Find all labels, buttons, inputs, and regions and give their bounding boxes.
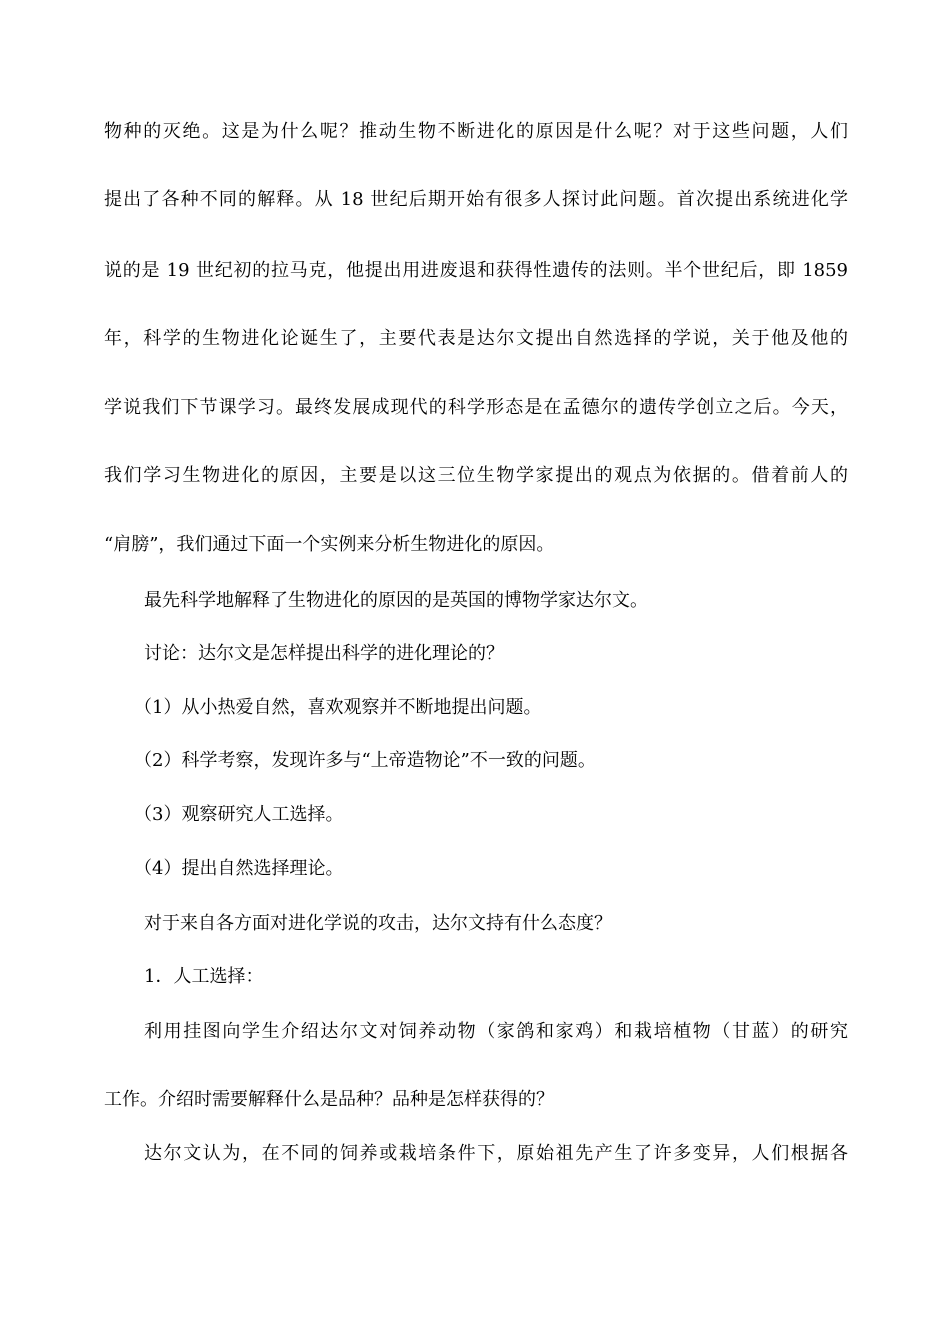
intro-line-4: 年，科学的生物进化论诞生了，主要代表是达尔文提出自然选择的学说，关于他及他的 xyxy=(104,328,848,349)
intro-line-6: 我们学习生物进化的原因，主要是以这三位生物学家提出的观点为依据的。借着前人的 xyxy=(104,465,848,486)
step-3: （3）观察研究人工选择。 xyxy=(134,804,344,825)
section-heading: 1．人工选择： xyxy=(144,966,264,987)
variation-line-1: 达尔文认为，在不同的饲养或栽培条件下，原始祖先产生了许多变异，人们根据各 xyxy=(144,1143,848,1164)
discussion-question: 讨论：达尔文是怎样提出科学的进化理论的？ xyxy=(144,643,504,664)
darwin-statement: 最先科学地解释了生物进化的原因的是英国的博物学家达尔文。 xyxy=(144,590,648,611)
intro-line-1: 物种的灭绝。这是为什么呢？推动生物不断进化的原因是什么呢？对于这些问题，人们 xyxy=(104,121,848,142)
intro-line-3: 说的是 19 世纪初的拉马克，他提出用进废退和获得性遗传的法则。半个世纪后，即 1859 xyxy=(104,260,848,281)
step-4: （4）提出自然选择理论。 xyxy=(134,858,344,879)
step-2: （2）科学考察，发现许多与“上帝造物论”不一致的问题。 xyxy=(134,750,596,771)
attitude-question: 对于来自各方面对进化学说的攻击，达尔文持有什么态度？ xyxy=(144,913,612,934)
charts-line-2: 工作。介绍时需要解释什么是品种？品种是怎样获得的？ xyxy=(104,1089,554,1110)
intro-line-7: “肩膀”，我们通过下面一个实例来分析生物进化的原因。 xyxy=(104,534,555,555)
charts-line-1: 利用挂图向学生介绍达尔文对饲养动物（家鸽和家鸡）和栽培植物（甘蓝）的研究 xyxy=(144,1021,848,1042)
intro-line-2: 提出了各种不同的解释。从 18 世纪后期开始有很多人探讨此问题。首次提出系统进化学 xyxy=(104,189,848,210)
step-1: （1）从小热爱自然，喜欢观察并不断地提出问题。 xyxy=(134,697,542,718)
intro-line-5: 学说我们下节课学习。最终发展成现代的科学形态是在孟德尔的遗传学创立之后。今天， xyxy=(104,397,848,418)
